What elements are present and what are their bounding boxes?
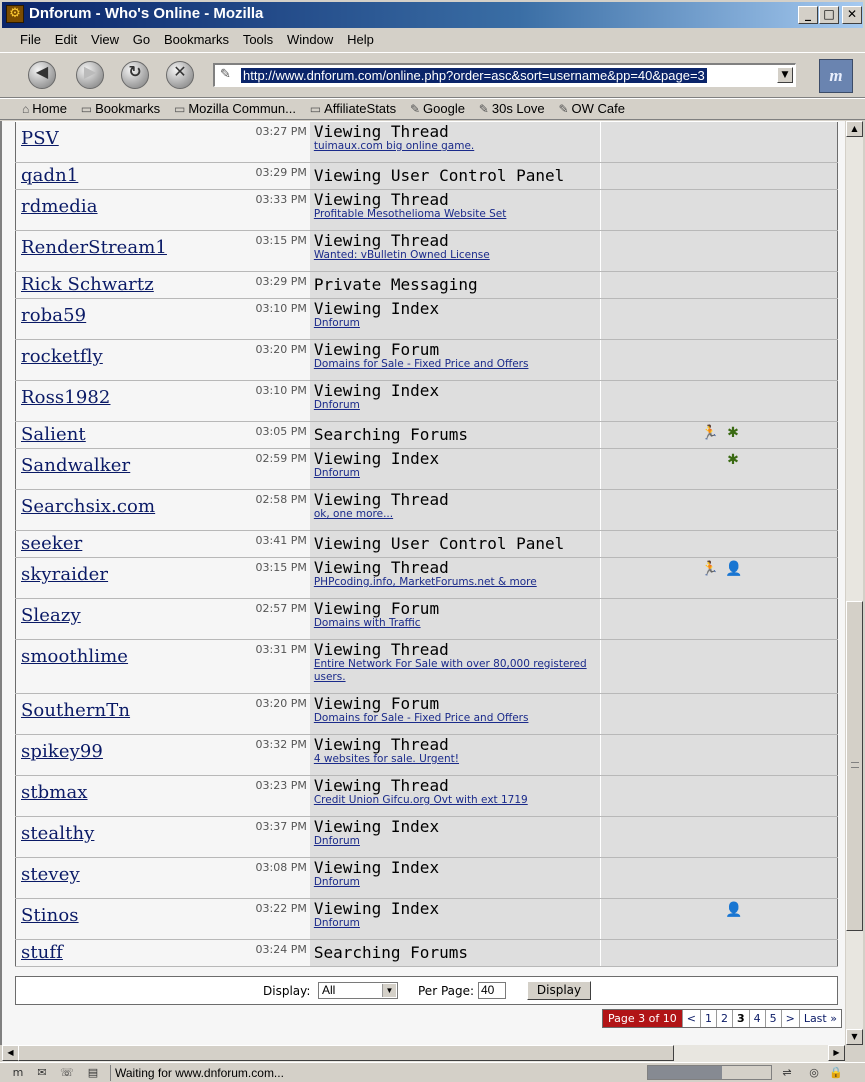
- last-activity-time: 03:32 PM: [255, 738, 307, 751]
- folder-icon: ▭: [80, 102, 93, 116]
- username-link[interactable]: roba59: [21, 305, 87, 326]
- reload-button[interactable]: [121, 61, 149, 89]
- location-cell: [310, 163, 600, 190]
- username-link[interactable]: rdmedia: [21, 196, 98, 217]
- table-row: [16, 776, 838, 817]
- whos-online-table: [15, 121, 838, 967]
- user-cell: [16, 558, 310, 599]
- location-link[interactable]: PHPcoding.info, MarketForums.net & more: [313, 576, 537, 588]
- activity-text: Viewing User Control Panel: [313, 166, 565, 185]
- actions-cell: [600, 299, 837, 340]
- location-link[interactable]: Domains with Traffic: [313, 617, 421, 629]
- user-cell: [16, 531, 310, 558]
- location-link[interactable]: Domains for Sale - Fixed Price and Offers: [313, 712, 529, 724]
- location-cell: [310, 776, 600, 817]
- user-cell: [16, 899, 310, 940]
- username-link[interactable]: PSV: [21, 128, 59, 149]
- person-icon[interactable]: 👤: [725, 561, 743, 577]
- actions-cell: [600, 531, 837, 558]
- table-row: [16, 163, 838, 190]
- page-navigation: [602, 1009, 842, 1028]
- actions-cell: [600, 776, 837, 817]
- actions-cell: [600, 449, 837, 490]
- username-link[interactable]: seeker: [21, 533, 83, 554]
- back-arrow-icon: ◀: [35, 62, 49, 81]
- actions-cell: [600, 558, 837, 599]
- activity-text: Viewing Index: [313, 299, 440, 318]
- user-cell: [16, 449, 310, 490]
- location-cell: [310, 940, 600, 967]
- location-link[interactable]: Entire Network For Sale with over 80,000 registered users.: [313, 658, 587, 683]
- actions-cell: [600, 340, 837, 381]
- user-cell: [16, 299, 310, 340]
- personal-toolbar: [0, 98, 865, 120]
- location-link[interactable]: 4 websites for sale. Urgent!: [313, 753, 460, 765]
- page-content: [0, 121, 845, 1045]
- user-cell: [16, 231, 310, 272]
- table-row: [16, 449, 838, 490]
- last-activity-time: 03:33 PM: [255, 193, 307, 206]
- bookmark-icon: ✎: [558, 102, 569, 116]
- user-cell: [16, 190, 310, 231]
- activity-text: Viewing Index: [313, 817, 440, 836]
- user-cell: [16, 735, 310, 776]
- security-lock-icon[interactable]: 🔒: [829, 1066, 843, 1079]
- last-activity-time: 02:58 PM: [255, 493, 307, 506]
- activity-text: Viewing Index: [313, 381, 440, 400]
- mozilla-app-icon: ⚙: [6, 5, 24, 23]
- horizontal-scrollbar[interactable]: [2, 1045, 845, 1062]
- last-activity-time: 03:20 PM: [255, 697, 307, 710]
- loading-progress-bar: [647, 1065, 772, 1080]
- last-activity-time: 03:22 PM: [255, 902, 307, 915]
- username-link[interactable]: spikey99: [21, 741, 103, 762]
- table-row: [16, 735, 838, 776]
- user-cell: [16, 640, 310, 694]
- navigator-icon[interactable]: m: [12, 1066, 24, 1079]
- location-link[interactable]: Dnforum: [313, 835, 360, 847]
- table-row: [16, 190, 838, 231]
- location-cell: [310, 735, 600, 776]
- last-activity-time: 03:37 PM: [255, 820, 307, 833]
- actions-cell: [600, 163, 837, 190]
- activity-text: Viewing Thread: [313, 190, 449, 209]
- composer-icon[interactable]: ▤: [87, 1066, 99, 1079]
- stop-icon: ✕: [173, 62, 187, 81]
- menu-go[interactable]: Go: [132, 32, 151, 47]
- activity-text: Viewing Thread: [313, 776, 449, 795]
- url-text[interactable]: http://www.dnforum.com/online.php?order=asc&sort=username&pp=40&page=3: [243, 68, 705, 83]
- mozilla-throbber-icon[interactable]: m: [819, 59, 853, 93]
- location-cell: [310, 231, 600, 272]
- activity-text: Viewing Thread: [313, 735, 449, 754]
- activity-text: Searching Forums: [313, 425, 468, 444]
- table-row: [16, 381, 838, 422]
- chevron-down-icon: ▼: [382, 984, 396, 997]
- bookmark-mozilla-community[interactable]: ▭ Mozilla Commun...: [173, 101, 296, 116]
- location-link[interactable]: Wanted: vBulletin Owned License: [313, 249, 490, 261]
- menu-view[interactable]: View: [91, 32, 119, 47]
- location-link[interactable]: Credit Union Gifcu.org Ovt with ext 1719: [313, 794, 528, 806]
- location-cell: [310, 490, 600, 531]
- bookmark-home[interactable]: ⌂ Home: [22, 101, 67, 116]
- location-link[interactable]: ok, one more...: [313, 508, 394, 520]
- activity-text: Private Messaging: [313, 275, 478, 294]
- user-cell: [16, 817, 310, 858]
- actions-cell: [600, 858, 837, 899]
- display-options-bar: [15, 976, 838, 1005]
- actions-cell: [600, 190, 837, 231]
- page-link-5[interactable]: 5: [765, 1010, 781, 1027]
- activity-text: Viewing Index: [313, 858, 440, 877]
- gear-icon[interactable]: ✱: [727, 452, 739, 468]
- table-row: [16, 558, 838, 599]
- location-cell: [310, 272, 600, 299]
- forward-arrow-icon: ▶: [83, 62, 97, 81]
- horizontal-scroll-thumb[interactable]: [18, 1045, 674, 1061]
- last-activity-time: 03:27 PM: [255, 125, 307, 138]
- close-window-button[interactable]: ✕: [842, 6, 862, 24]
- last-activity-time: 02:59 PM: [255, 452, 307, 465]
- actions-cell: [600, 694, 837, 735]
- location-cell: [310, 381, 600, 422]
- page-link-2[interactable]: 2: [716, 1010, 732, 1027]
- user-cell: [16, 272, 310, 299]
- activity-text: Viewing Thread: [313, 231, 449, 250]
- menu-bar: [0, 30, 865, 50]
- actions-cell: [600, 122, 837, 163]
- url-bar[interactable]: [213, 63, 796, 87]
- location-link[interactable]: Dnforum: [313, 467, 360, 479]
- username-link[interactable]: stevey: [21, 864, 80, 885]
- table-row: [16, 640, 838, 694]
- reload-icon: ↻: [128, 62, 142, 81]
- location-cell: [310, 694, 600, 735]
- location-cell: [310, 449, 600, 490]
- location-link[interactable]: Dnforum: [313, 917, 360, 929]
- activity-text: Searching Forums: [313, 943, 468, 962]
- table-row: [16, 422, 838, 449]
- table-row: [16, 531, 838, 558]
- activity-text: Viewing Index: [313, 449, 440, 468]
- activity-text: Viewing Thread: [313, 490, 449, 509]
- location-cell: [310, 340, 600, 381]
- bookmark-google[interactable]: ✎ Google: [409, 101, 465, 116]
- page-link-1[interactable]: 1: [700, 1010, 716, 1027]
- bookmark-30s-love[interactable]: ✎ 30s Love: [478, 101, 545, 116]
- user-cell: [16, 422, 310, 449]
- status-text: Waiting for www.dnforum.com...: [110, 1065, 640, 1081]
- per-page-label: Per Page:: [418, 984, 475, 998]
- back-button[interactable]: [28, 61, 56, 89]
- stop-button[interactable]: [166, 61, 194, 89]
- username-link[interactable]: stbmax: [21, 782, 88, 803]
- display-label: Display:: [263, 984, 311, 998]
- page-link-4[interactable]: 4: [749, 1010, 765, 1027]
- username-link[interactable]: Ross1982: [21, 387, 111, 408]
- actions-cell: [600, 381, 837, 422]
- location-cell: [310, 190, 600, 231]
- user-cell: [16, 340, 310, 381]
- last-activity-time: 03:15 PM: [255, 561, 307, 574]
- location-cell: [310, 531, 600, 558]
- activity-text: Viewing Index: [313, 899, 440, 918]
- last-activity-time: 03:10 PM: [255, 302, 307, 315]
- folder-icon: ▭: [309, 102, 322, 116]
- forward-button[interactable]: [76, 61, 104, 89]
- user-cell: [16, 381, 310, 422]
- location-link[interactable]: Domains for Sale - Fixed Price and Offers: [313, 358, 529, 370]
- page-last-link[interactable]: Last »: [799, 1010, 841, 1027]
- username-link[interactable]: Stinos: [21, 905, 79, 926]
- scroll-right-button[interactable]: ▶: [828, 1045, 845, 1061]
- user-cell: [16, 858, 310, 899]
- display-select[interactable]: All ▼: [318, 982, 398, 999]
- popup-blocked-icon[interactable]: ◎: [809, 1066, 819, 1079]
- activity-text: Viewing User Control Panel: [313, 534, 565, 553]
- person-icon[interactable]: 👤: [725, 902, 743, 918]
- location-link[interactable]: Dnforum: [313, 876, 360, 888]
- bookmark-ow-cafe[interactable]: ✎ OW Cafe: [558, 101, 625, 116]
- activity-text: Viewing Forum: [313, 694, 440, 713]
- username-link[interactable]: SouthernTn: [21, 700, 131, 721]
- actions-cell: [600, 735, 837, 776]
- username-link[interactable]: Rick Schwartz: [21, 274, 154, 295]
- username-link[interactable]: Salient: [21, 424, 86, 445]
- location-cell: [310, 899, 600, 940]
- username-link[interactable]: Sandwalker: [21, 455, 131, 476]
- maximize-button[interactable]: □: [819, 6, 839, 24]
- window-title: Dnforum - Who's Online - Mozilla: [29, 5, 264, 22]
- table-row: [16, 299, 838, 340]
- table-row: [16, 694, 838, 735]
- actions-cell: [600, 272, 837, 299]
- menu-window[interactable]: Window: [287, 32, 334, 47]
- running-icon[interactable]: 🏃: [701, 561, 719, 577]
- page-next-link[interactable]: >: [781, 1010, 799, 1027]
- scroll-down-button[interactable]: ▼: [846, 1029, 863, 1045]
- username-link[interactable]: RenderStream1: [21, 237, 167, 258]
- activity-text: Viewing Thread: [313, 558, 449, 577]
- navigation-toolbar: [0, 52, 865, 98]
- location-cell: [310, 640, 600, 694]
- activity-text: Viewing Thread: [313, 640, 449, 659]
- last-activity-time: 03:31 PM: [255, 643, 307, 656]
- scroll-left-button[interactable]: ◀: [2, 1045, 19, 1061]
- chat-icon[interactable]: ☏: [60, 1066, 74, 1079]
- user-cell: [16, 122, 310, 163]
- activity-text: Viewing Forum: [313, 599, 440, 618]
- actions-cell: [600, 599, 837, 640]
- table-row: [16, 272, 838, 299]
- location-link[interactable]: Dnforum: [313, 317, 360, 329]
- online-status-icon[interactable]: ⇌: [782, 1066, 792, 1079]
- location-cell: [310, 299, 600, 340]
- table-row: [16, 122, 838, 163]
- location-cell: [310, 422, 600, 449]
- user-cell: [16, 163, 310, 190]
- location-cell: [310, 599, 600, 640]
- scroll-up-button[interactable]: ▲: [846, 121, 863, 137]
- username-link[interactable]: Searchsix.com: [21, 496, 156, 517]
- location-cell: [310, 122, 600, 163]
- last-activity-time: 03:05 PM: [255, 425, 307, 438]
- bookmark-affiliatestats[interactable]: ▭ AffiliateStats: [309, 101, 397, 116]
- running-icon[interactable]: 🏃: [701, 425, 719, 441]
- actions-cell: [600, 817, 837, 858]
- bookmark-icon: ✎: [478, 102, 489, 116]
- last-activity-time: 03:29 PM: [255, 275, 307, 288]
- username-link[interactable]: skyraider: [21, 564, 109, 585]
- table-row: [16, 940, 838, 967]
- last-activity-time: 02:57 PM: [255, 602, 307, 615]
- username-link[interactable]: stuff: [21, 942, 63, 963]
- menu-bookmarks[interactable]: Bookmarks: [163, 32, 229, 47]
- username-link[interactable]: rocketfly: [21, 346, 103, 367]
- user-cell: [16, 940, 310, 967]
- username-link[interactable]: qadn1: [21, 165, 79, 186]
- activity-text: Viewing Forum: [313, 340, 440, 359]
- user-cell: [16, 776, 310, 817]
- bookmark-icon: ✎: [409, 102, 421, 116]
- gear-icon[interactable]: ✱: [727, 425, 739, 441]
- last-activity-time: 03:41 PM: [255, 534, 307, 547]
- status-bar: [0, 1062, 865, 1082]
- vertical-scrollbar[interactable]: [845, 121, 863, 1045]
- table-row: [16, 340, 838, 381]
- username-link[interactable]: stealthy: [21, 823, 95, 844]
- username-link[interactable]: smoothlime: [21, 646, 129, 667]
- user-cell: [16, 694, 310, 735]
- location-cell: [310, 558, 600, 599]
- menu-tools[interactable]: Tools: [242, 32, 274, 47]
- user-cell: [16, 599, 310, 640]
- bookmark-bookmarks-folder[interactable]: ▭ Bookmarks: [80, 101, 161, 116]
- actions-cell: [600, 940, 837, 967]
- location-link[interactable]: tuimaux.com big online game.: [313, 140, 475, 152]
- table-row: [16, 899, 838, 940]
- per-page-input[interactable]: 40: [478, 982, 506, 999]
- last-activity-time: 03:23 PM: [255, 779, 307, 792]
- actions-cell: [600, 640, 837, 694]
- menu-edit[interactable]: Edit: [54, 32, 78, 47]
- location-link[interactable]: Dnforum: [313, 399, 360, 411]
- actions-cell: [600, 422, 837, 449]
- menu-file[interactable]: File: [20, 32, 41, 47]
- actions-cell: [600, 231, 837, 272]
- user-cell: [16, 490, 310, 531]
- page-current-3: 3: [732, 1010, 749, 1027]
- display-button[interactable]: Display: [527, 981, 591, 1000]
- page-count-label: Page 3 of 10: [603, 1010, 682, 1027]
- last-activity-time: 03:29 PM: [255, 166, 307, 179]
- url-history-dropdown[interactable]: ▼: [777, 67, 793, 83]
- last-activity-time: 03:15 PM: [255, 234, 307, 247]
- table-row: [16, 490, 838, 531]
- actions-cell: [600, 899, 837, 940]
- actions-cell: [600, 490, 837, 531]
- title-bar: [0, 0, 865, 30]
- table-row: [16, 817, 838, 858]
- last-activity-time: 03:24 PM: [255, 943, 307, 956]
- vertical-scroll-thumb[interactable]: [846, 601, 863, 931]
- username-link[interactable]: Sleazy: [21, 605, 81, 626]
- folder-icon: ▭: [173, 102, 186, 116]
- activity-text: Viewing Thread: [313, 122, 449, 141]
- minimize-button[interactable]: _: [798, 6, 818, 24]
- last-activity-time: 03:10 PM: [255, 384, 307, 397]
- menu-help[interactable]: Help: [347, 32, 374, 47]
- page-prev-link[interactable]: <: [682, 1010, 700, 1027]
- home-icon: ⌂: [22, 102, 30, 116]
- last-activity-time: 03:08 PM: [255, 861, 307, 874]
- location-cell: [310, 858, 600, 899]
- table-row: [16, 231, 838, 272]
- table-row: [16, 858, 838, 899]
- table-row: [16, 599, 838, 640]
- last-activity-time: 03:20 PM: [255, 343, 307, 356]
- location-cell: [310, 817, 600, 858]
- location-link[interactable]: Profitable Mesothelioma Website Set: [313, 208, 507, 220]
- page-proxy-icon[interactable]: ✎: [220, 67, 231, 82]
- mail-icon[interactable]: ✉: [37, 1066, 47, 1079]
